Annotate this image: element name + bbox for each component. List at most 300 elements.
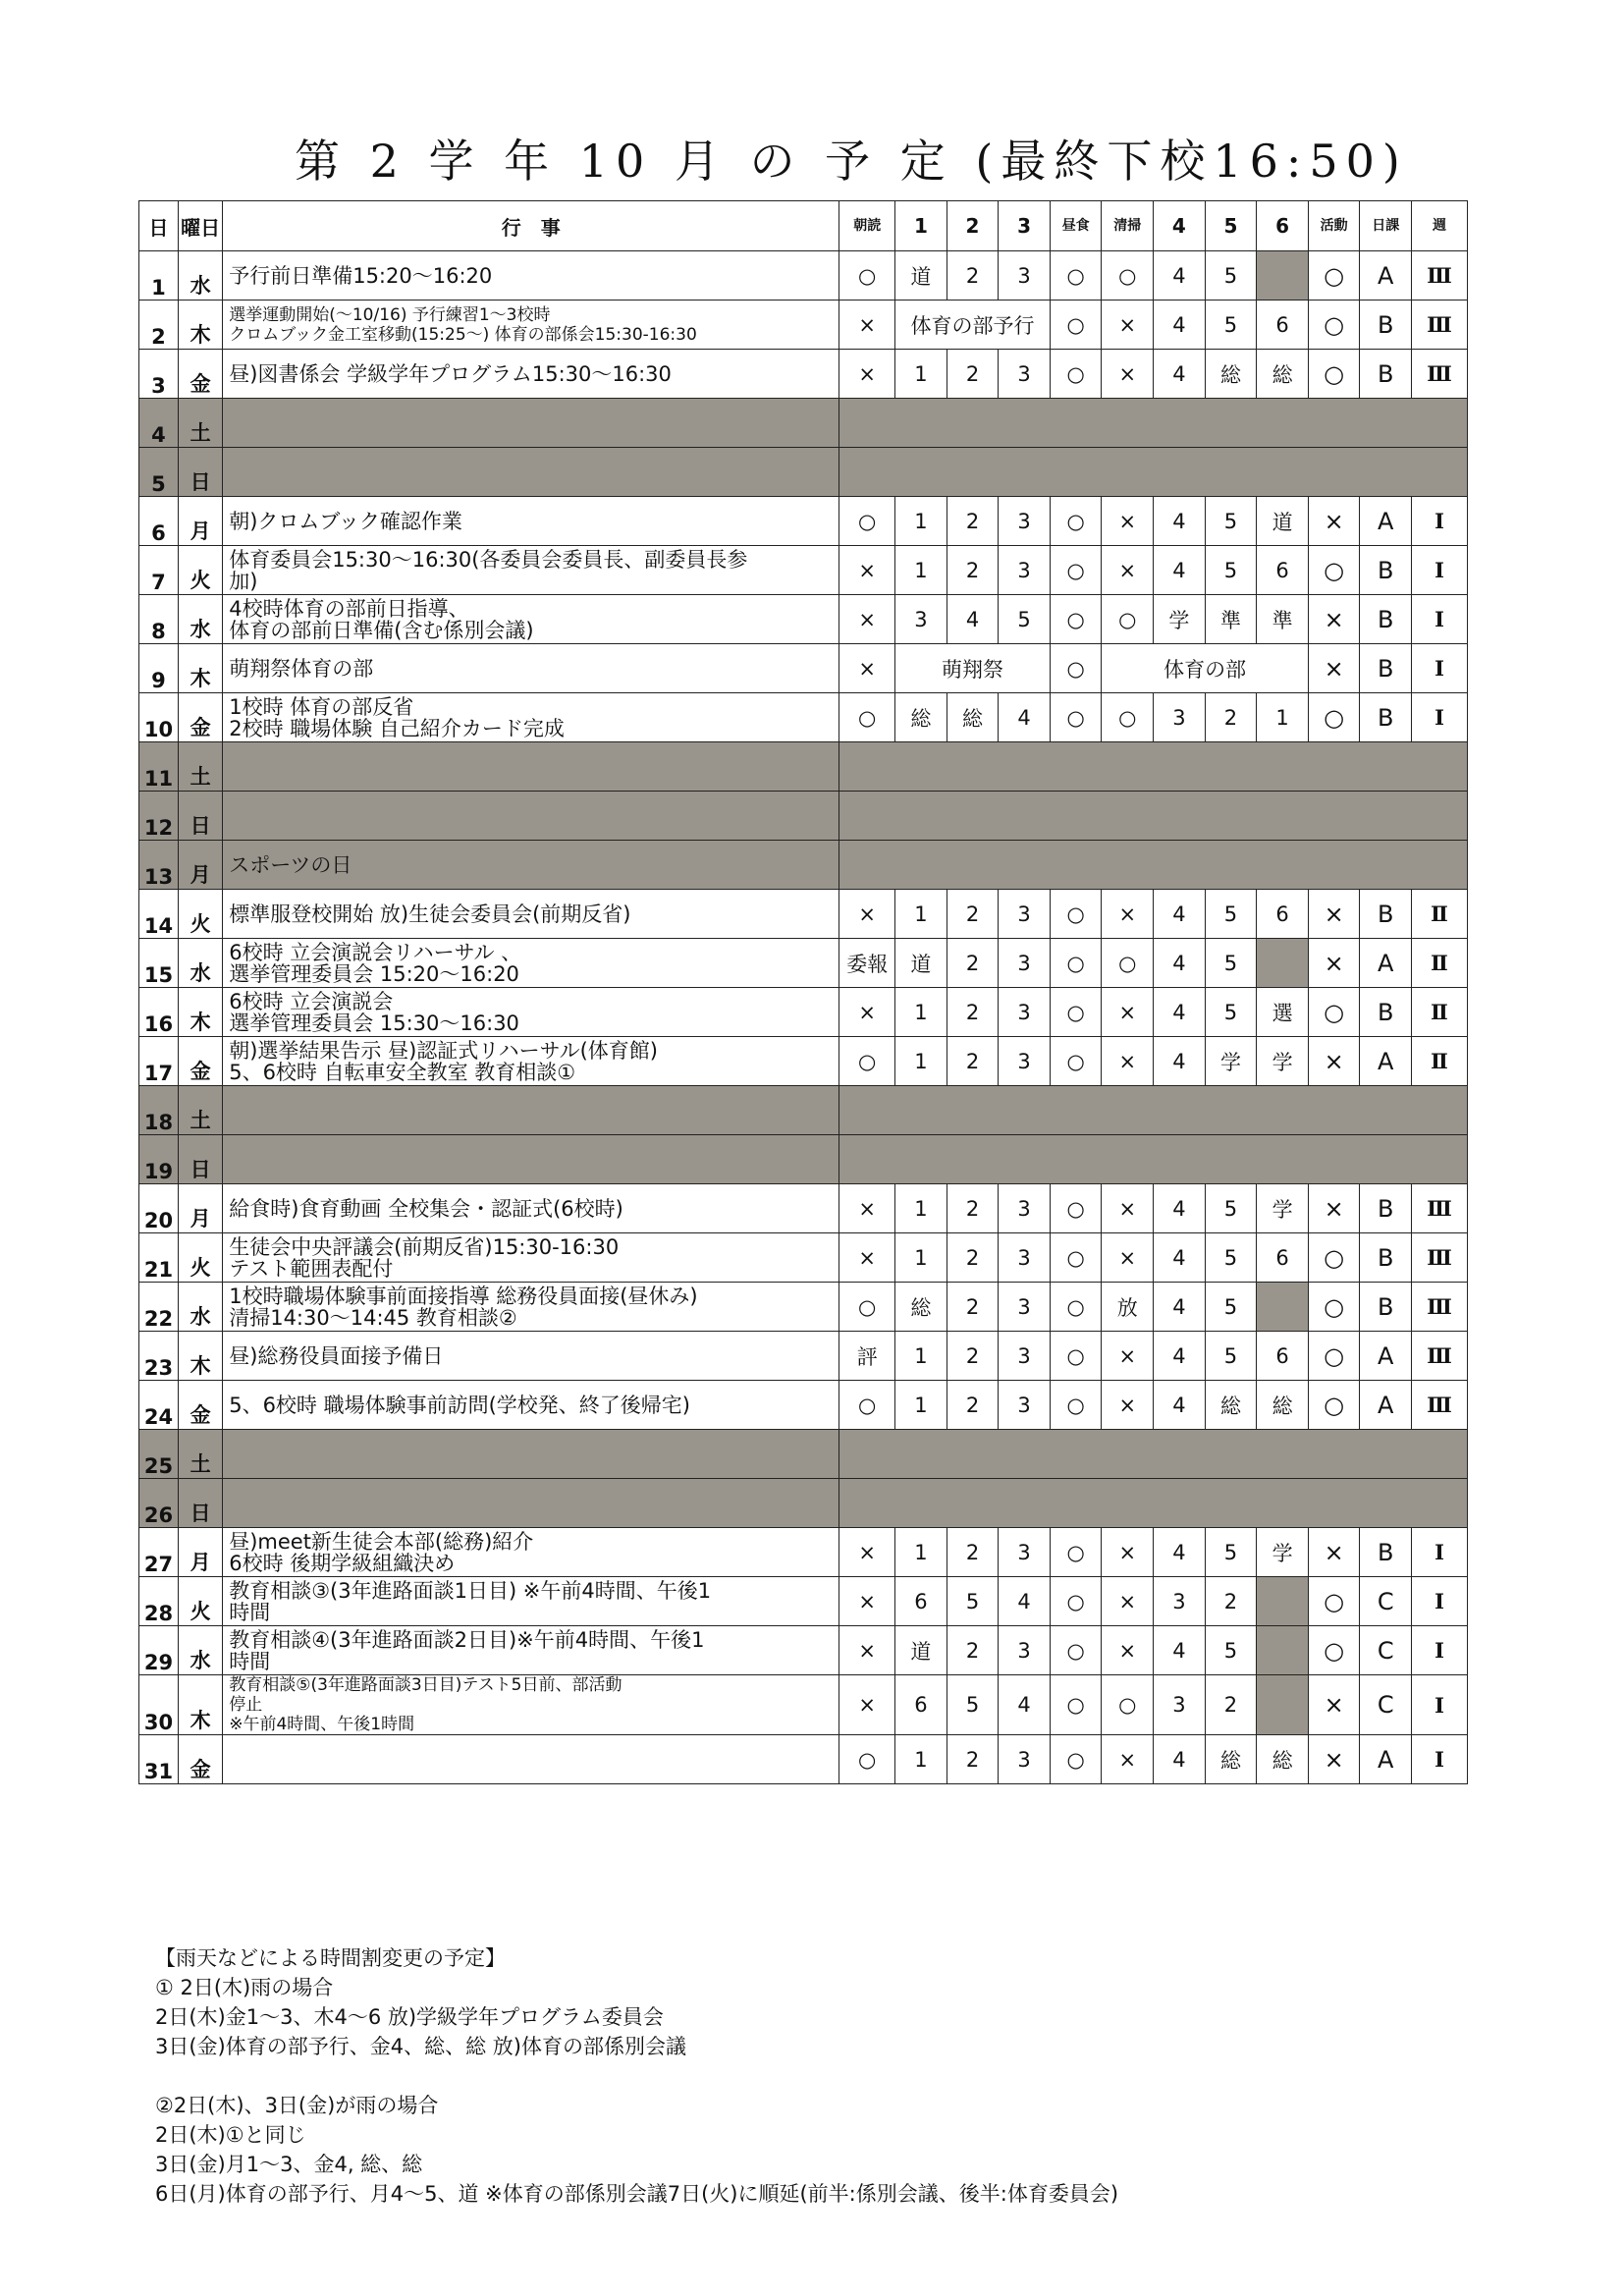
schedule-cell: C	[1360, 1675, 1412, 1735]
table-row	[139, 251, 1468, 301]
schedule-cell: 5	[1205, 251, 1257, 301]
schedule-cell: ×	[1102, 1735, 1154, 1784]
schedule-cell: 3	[1154, 1675, 1206, 1735]
header-dow: 曜日	[178, 201, 222, 251]
schedule-cell: ○	[1102, 939, 1154, 988]
schedule-cell: Ⅱ	[1412, 939, 1468, 988]
event-cell	[223, 1479, 839, 1528]
note-line	[155, 2061, 1432, 2091]
schedule-cell: 4	[1154, 497, 1206, 546]
schedule-cell: 3	[999, 939, 1051, 988]
note-line: ① 2日(木)雨の場合	[155, 1976, 334, 1999]
schedule-cell: ×	[1102, 301, 1154, 350]
event-cell	[223, 1735, 839, 1784]
schedule-cell: B	[1360, 301, 1412, 350]
schedule-cell: 2	[947, 1626, 999, 1675]
schedule-cell: 1	[895, 988, 947, 1037]
event-line: 昼)図書係会 学級学年プログラム15:30〜16:30	[229, 361, 672, 386]
schedule-cell: 体育の部	[1102, 644, 1308, 693]
table-row	[139, 841, 1468, 890]
schedule-cell: Ⅰ	[1412, 497, 1468, 546]
day-number: 29	[139, 1626, 179, 1675]
day-number: 15	[139, 939, 179, 988]
schedule-cell: ○	[1308, 1332, 1360, 1381]
schedule-cell: Ⅲ	[1412, 1332, 1468, 1381]
schedule-cell: ○	[1050, 301, 1102, 350]
schedule-cell: 2	[1205, 1577, 1257, 1626]
event-line: 標準服登校開始 放)生徒会委員会(前期反省)	[229, 902, 631, 926]
schedule-cell: ×	[839, 644, 895, 693]
event-line: ※午前4時間、午後1時間	[229, 1715, 415, 1734]
schedule-cell: ×	[1102, 1381, 1154, 1430]
day-number: 27	[139, 1528, 179, 1577]
table-row	[139, 693, 1468, 742]
day-of-week: 火	[178, 1233, 222, 1283]
schedule-cell: 4	[999, 1577, 1051, 1626]
schedule-cell: 4	[1154, 1381, 1206, 1430]
header-period-6: 6	[1257, 201, 1309, 251]
schedule-cell: ×	[1308, 939, 1360, 988]
day-of-week: 木	[178, 988, 222, 1037]
schedule-cell: ×	[1102, 1332, 1154, 1381]
day-number: 20	[139, 1184, 179, 1233]
schedule-cell: 2	[947, 350, 999, 399]
event-cell	[223, 1675, 839, 1735]
schedule-cell: 総	[1205, 350, 1257, 399]
event-line: 5、6校時 職場体験事前訪問(学校発、終了後帰宅)	[229, 1393, 690, 1417]
event-cell	[223, 399, 839, 448]
schedule-cell: 4	[1154, 1283, 1206, 1332]
day-of-week: 月	[178, 497, 222, 546]
schedule-cell: B	[1360, 644, 1412, 693]
day-of-week: 水	[178, 251, 222, 301]
day-number: 14	[139, 890, 179, 939]
event-cell	[223, 1528, 839, 1577]
event-cell	[223, 792, 839, 841]
table-row	[139, 350, 1468, 399]
schedule-cell: 5	[999, 595, 1051, 644]
note-line: 2日(木)①と同じ	[155, 2123, 306, 2147]
schedule-cell: ○	[1308, 1381, 1360, 1430]
schedule-cell: ○	[1050, 939, 1102, 988]
schedule-cell: 1	[895, 1735, 947, 1784]
schedule-cell: 総	[1257, 1735, 1309, 1784]
event-cell	[223, 1626, 839, 1675]
schedule-cell: 2	[1205, 693, 1257, 742]
event-line: 1校時職場体験事前面接指導 総務役員面接(昼休み)	[229, 1284, 698, 1308]
schedule-cell: B	[1360, 1233, 1412, 1283]
day-number: 23	[139, 1332, 179, 1381]
day-of-week: 金	[178, 1037, 222, 1086]
day-of-week: 木	[178, 1332, 222, 1381]
schedule-cell: ○	[1308, 1626, 1360, 1675]
schedule-cell: 道	[1257, 497, 1309, 546]
schedule-cell: 3	[999, 1332, 1051, 1381]
schedule-cell: ○	[1308, 546, 1360, 595]
table-row	[139, 399, 1468, 448]
table-row	[139, 595, 1468, 644]
schedule-cell: 6	[1257, 1332, 1309, 1381]
schedule-cell: B	[1360, 693, 1412, 742]
day-of-week: 金	[178, 350, 222, 399]
schedule-cell: A	[1360, 1332, 1412, 1381]
day-number: 9	[139, 644, 179, 693]
schedule-cell: 5	[1205, 497, 1257, 546]
schedule-cell: ○	[1102, 693, 1154, 742]
schedule-cell: ×	[1308, 1735, 1360, 1784]
table-row	[139, 988, 1468, 1037]
table-row	[139, 1332, 1468, 1381]
schedule-cell: 1	[895, 890, 947, 939]
schedule-cell: 3	[999, 890, 1051, 939]
schedule-cell: C	[1360, 1626, 1412, 1675]
day-of-week: 金	[178, 693, 222, 742]
schedule-cell: ×	[839, 988, 895, 1037]
schedule-cell: B	[1360, 890, 1412, 939]
day-of-week: 金	[178, 1381, 222, 1430]
holiday-blank	[839, 399, 1468, 448]
schedule-cell: 2	[947, 1735, 999, 1784]
schedule-cell: 1	[895, 1037, 947, 1086]
schedule-cell: ○	[839, 1037, 895, 1086]
table-row	[139, 1283, 1468, 1332]
event-line: 体育委員会15:30〜16:30(各委員会委員長、副委員長参	[229, 547, 748, 572]
schedule-cell: ×	[839, 1675, 895, 1735]
schedule-cell: Ⅰ	[1412, 1577, 1468, 1626]
holiday-blank	[839, 1479, 1468, 1528]
schedule-cell	[1257, 1577, 1309, 1626]
table-row	[139, 1675, 1468, 1735]
header-period-4: 4	[1154, 201, 1206, 251]
event-cell	[223, 939, 839, 988]
schedule-cell: 3	[999, 1626, 1051, 1675]
event-cell	[223, 693, 839, 742]
schedule-cell: Ⅲ	[1412, 350, 1468, 399]
schedule-cell: 5	[1205, 301, 1257, 350]
schedule-cell: 総	[895, 1283, 947, 1332]
day-of-week: 金	[178, 1735, 222, 1784]
event-line: 教育相談④(3年進路面談2日目)※午前4時間、午後1	[229, 1627, 705, 1652]
event-cell	[223, 1283, 839, 1332]
schedule-cell: 準	[1257, 595, 1309, 644]
event-cell	[223, 1184, 839, 1233]
day-of-week: 火	[178, 546, 222, 595]
schedule-cell: ○	[839, 497, 895, 546]
day-of-week: 火	[178, 890, 222, 939]
schedule-cell: 学	[1154, 595, 1206, 644]
schedule-cell: ×	[839, 1184, 895, 1233]
schedule-cell: Ⅱ	[1412, 988, 1468, 1037]
schedule-cell: ○	[1308, 693, 1360, 742]
event-cell	[223, 890, 839, 939]
day-number: 6	[139, 497, 179, 546]
event-line: 選挙管理委員会 15:30〜16:30	[229, 1011, 519, 1035]
event-line: 昼)meet新生徒会本部(総務)紹介	[229, 1529, 534, 1554]
event-line: 加)	[229, 569, 258, 593]
schedule-cell: ○	[1050, 350, 1102, 399]
schedule-cell: 5	[1205, 546, 1257, 595]
schedule-cell: 放	[1102, 1283, 1154, 1332]
table-row	[139, 742, 1468, 792]
day-number: 4	[139, 399, 179, 448]
day-of-week: 日	[178, 1135, 222, 1184]
schedule-cell: 2	[947, 1283, 999, 1332]
table-row	[139, 1184, 1468, 1233]
table-row	[139, 644, 1468, 693]
holiday-blank	[839, 1086, 1468, 1135]
schedule-cell: Ⅰ	[1412, 693, 1468, 742]
holiday-blank	[839, 1430, 1468, 1479]
schedule-cell: Ⅰ	[1412, 595, 1468, 644]
schedule-cell: ×	[1308, 1675, 1360, 1735]
event-line: 選挙運動開始(〜10/16) 予行練習1〜3校時	[229, 304, 551, 325]
day-of-week: 土	[178, 742, 222, 792]
table-row	[139, 1735, 1468, 1784]
schedule-cell: Ⅲ	[1412, 1381, 1468, 1430]
schedule-cell: ×	[839, 546, 895, 595]
schedule-cell: ○	[1050, 1283, 1102, 1332]
schedule-cell: 5	[1205, 1626, 1257, 1675]
schedule-cell: 総	[1257, 350, 1309, 399]
schedule-cell: ×	[1102, 890, 1154, 939]
schedule-cell: ×	[1308, 1184, 1360, 1233]
day-number: 25	[139, 1430, 179, 1479]
schedule-cell: ○	[1050, 1381, 1102, 1430]
schedule-cell: 学	[1205, 1037, 1257, 1086]
schedule-cell: 3	[999, 350, 1051, 399]
schedule-cell: 6	[1257, 301, 1309, 350]
schedule-cell: 3	[999, 988, 1051, 1037]
day-of-week: 水	[178, 1626, 222, 1675]
table-row	[139, 1430, 1468, 1479]
schedule-cell: 3	[999, 1233, 1051, 1283]
schedule-cell: 3	[999, 251, 1051, 301]
event-cell	[223, 1381, 839, 1430]
schedule-cell: ○	[1050, 251, 1102, 301]
schedule-cell: 3	[999, 1735, 1051, 1784]
event-cell	[223, 1577, 839, 1626]
schedule-cell: ○	[839, 1283, 895, 1332]
event-line: 予行前日準備15:20〜16:20	[229, 263, 493, 288]
schedule-cell: ○	[1050, 1037, 1102, 1086]
day-number: 16	[139, 988, 179, 1037]
page-title: 第 2 学 年 10 月 の 予 定 (最終下校16:50)	[295, 135, 1408, 188]
schedule-cell: 2	[947, 1381, 999, 1430]
schedule-cell: ○	[1050, 1528, 1102, 1577]
event-line: 朝)選挙結果告示 昼)認証式リハーサル(体育館)	[229, 1038, 658, 1063]
schedule-cell: 4	[1154, 1184, 1206, 1233]
day-of-week: 土	[178, 1430, 222, 1479]
schedule-cell: ○	[1102, 1675, 1154, 1735]
schedule-cell: ○	[1050, 890, 1102, 939]
schedule-cell	[1257, 1283, 1309, 1332]
schedule-cell: 4	[1154, 1528, 1206, 1577]
schedule-cell: ○	[1050, 1332, 1102, 1381]
event-cell	[223, 1332, 839, 1381]
header-period-1: 1	[895, 201, 947, 251]
schedule-cell: ×	[839, 1577, 895, 1626]
schedule-cell: 学	[1257, 1037, 1309, 1086]
header-period-2: 2	[947, 201, 999, 251]
table-row	[139, 1086, 1468, 1135]
schedule-cell: 5	[1205, 939, 1257, 988]
schedule-cell: 1	[895, 1332, 947, 1381]
schedule-cell: ○	[839, 1735, 895, 1784]
day-number: 24	[139, 1381, 179, 1430]
day-number: 26	[139, 1479, 179, 1528]
schedule-cell: 4	[1154, 350, 1206, 399]
day-of-week: 火	[178, 1577, 222, 1626]
schedule-cell: ×	[1102, 1626, 1154, 1675]
note-line: 【雨天などによる時間割変更の予定】	[155, 1946, 506, 1970]
day-number: 1	[139, 251, 179, 301]
schedule-cell: 3	[1154, 1577, 1206, 1626]
schedule-cell: 4	[1154, 1735, 1206, 1784]
schedule-cell: 2	[947, 1184, 999, 1233]
schedule-cell: 4	[1154, 251, 1206, 301]
event-cell	[223, 1430, 839, 1479]
schedule-cell: A	[1360, 251, 1412, 301]
schedule-cell	[1257, 1626, 1309, 1675]
schedule-cell: ×	[1102, 350, 1154, 399]
schedule-cell: 1	[895, 546, 947, 595]
schedule-cell: 5	[1205, 1283, 1257, 1332]
schedule-cell: 選	[1257, 988, 1309, 1037]
table-row	[139, 1479, 1468, 1528]
schedule-cell: 6	[1257, 890, 1309, 939]
event-cell	[223, 1086, 839, 1135]
day-number: 22	[139, 1283, 179, 1332]
schedule-cell: 道	[895, 1626, 947, 1675]
schedule-cell: ×	[839, 1626, 895, 1675]
schedule-cell: B	[1360, 1528, 1412, 1577]
schedule-cell: A	[1360, 939, 1412, 988]
holiday-blank	[839, 1135, 1468, 1184]
note-line: 3日(金)月1〜3、金4, 総、総	[155, 2153, 423, 2176]
schedule-cell: 2	[947, 251, 999, 301]
day-number: 5	[139, 448, 179, 497]
schedule-cell: 5	[1205, 890, 1257, 939]
schedule-cell: Ⅱ	[1412, 890, 1468, 939]
table-row	[139, 546, 1468, 595]
schedule-cell: ○	[1102, 251, 1154, 301]
schedule-cell: 3	[895, 595, 947, 644]
event-line: 萌翔祭体育の部	[229, 656, 374, 681]
schedule-cell: 4	[1154, 939, 1206, 988]
header-daily-schedule: 日課	[1360, 201, 1412, 251]
day-number: 21	[139, 1233, 179, 1283]
schedule-cell: 6	[1257, 1233, 1309, 1283]
event-cell	[223, 1037, 839, 1086]
table-row	[139, 890, 1468, 939]
schedule-cell: ○	[1050, 1233, 1102, 1283]
event-line: 4校時体育の部前日指導、	[229, 596, 469, 621]
schedule-cell: Ⅰ	[1412, 1735, 1468, 1784]
holiday-blank	[839, 792, 1468, 841]
table-row	[139, 1577, 1468, 1626]
schedule-cell: A	[1360, 1735, 1412, 1784]
event-cell	[223, 1233, 839, 1283]
schedule-cell: 3	[999, 1381, 1051, 1430]
schedule-cell: ○	[1050, 1626, 1102, 1675]
event-line: 生徒会中央評議会(前期反省)15:30-16:30	[229, 1234, 620, 1259]
header-row	[139, 201, 1468, 251]
schedule-cell: 1	[1257, 693, 1309, 742]
event-line: スポーツの日	[229, 852, 352, 877]
day-number: 11	[139, 742, 179, 792]
schedule-cell: Ⅲ	[1412, 1283, 1468, 1332]
schedule-cell: Ⅰ	[1412, 644, 1468, 693]
schedule-cell: ○	[1308, 1283, 1360, 1332]
schedule-cell: 5	[1205, 1528, 1257, 1577]
schedule-cell: ○	[839, 251, 895, 301]
schedule-cell: ○	[1050, 1577, 1102, 1626]
schedule-cell: A	[1360, 1381, 1412, 1430]
table-row	[139, 497, 1468, 546]
day-number: 19	[139, 1135, 179, 1184]
schedule-cell: ×	[1308, 890, 1360, 939]
schedule-cell: 2	[947, 1528, 999, 1577]
schedule-cell: 4	[947, 595, 999, 644]
day-of-week: 月	[178, 841, 222, 890]
schedule-cell: B	[1360, 350, 1412, 399]
table-row	[139, 448, 1468, 497]
schedule-cell: 2	[947, 546, 999, 595]
schedule-cell	[1257, 1675, 1309, 1735]
schedule-cell: 3	[999, 1528, 1051, 1577]
event-cell	[223, 448, 839, 497]
day-number: 31	[139, 1735, 179, 1784]
schedule-cell: A	[1360, 1037, 1412, 1086]
schedule-cell: 5	[1205, 1332, 1257, 1381]
schedule-cell: 2	[947, 497, 999, 546]
event-line: 選挙管理委員会 15:20〜16:20	[229, 961, 519, 986]
table-row	[139, 1135, 1468, 1184]
day-number: 3	[139, 350, 179, 399]
schedule-cell: ○	[1050, 1675, 1102, 1735]
header-day: 日	[139, 201, 179, 251]
schedule-cell: B	[1360, 546, 1412, 595]
day-number: 30	[139, 1675, 179, 1735]
schedule-cell: ○	[1308, 350, 1360, 399]
schedule-cell: 1	[895, 1233, 947, 1283]
schedule-cell: Ⅲ	[1412, 251, 1468, 301]
schedule-cell: 3	[999, 497, 1051, 546]
schedule-cell: ×	[1308, 1528, 1360, 1577]
schedule-cell: 4	[999, 693, 1051, 742]
schedule-cell: 5	[947, 1577, 999, 1626]
schedule-cell: 3	[999, 1184, 1051, 1233]
schedule-cell	[1257, 939, 1309, 988]
schedule-cell: ○	[1308, 251, 1360, 301]
day-of-week: 木	[178, 1675, 222, 1735]
schedule-cell: ○	[1050, 693, 1102, 742]
schedule-cell: 4	[1154, 890, 1206, 939]
event-cell	[223, 988, 839, 1037]
schedule-cell: 1	[895, 1184, 947, 1233]
day-of-week: 土	[178, 1086, 222, 1135]
event-line: テスト範囲表配付	[229, 1256, 394, 1281]
schedule-table	[138, 200, 1468, 1784]
event-cell	[223, 301, 839, 350]
event-line: 給食時)食育動画 全校集会・認証式(6校時)	[229, 1196, 623, 1221]
schedule-cell: 1	[895, 1528, 947, 1577]
note-line: 2日(木)金1〜3、木4〜6 放)学級学年プログラム委員会	[155, 2005, 664, 2029]
schedule-cell: ○	[839, 1381, 895, 1430]
event-line: 6校時 後期学級組織決め	[229, 1551, 456, 1575]
day-number: 8	[139, 595, 179, 644]
event-line: 教育相談⑤(3年進路面談3日目)テスト5日前、部活動	[229, 1675, 622, 1695]
